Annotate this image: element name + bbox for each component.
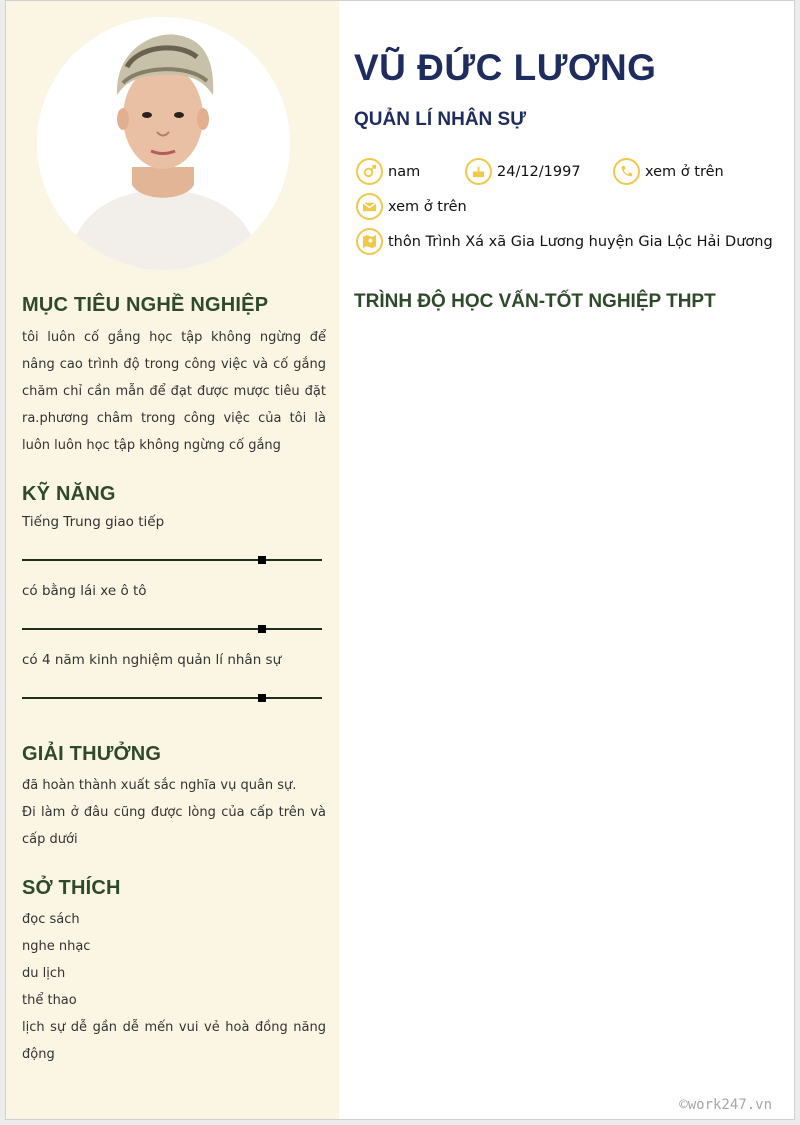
gender-value: nam [388,163,421,180]
phone-icon [613,158,640,185]
objective-text: tôi luôn cố gắng học tập không ngừng để nâng cao trình độ trong công việc và cố gắng chăm chỉ cần mẫn để đạt được mược tiêu đặt ra.phương châm trong công việc của tôi là luôn luôn học tập không ngừng cố gắng [22,330,326,453]
gender-icon [356,158,383,185]
sidebar [6,1,339,1120]
award-item: Đi làm ở đâu cũng được lòng của cấp trên và cấp dưới [22,805,326,847]
skill-level-bar [22,628,322,630]
hobby-item: lịch sự dễ gần dễ mến vui vẻ hoà đồng năng động [22,1020,326,1062]
education-heading: TRÌNH ĐỘ HỌC VẤN-TỐT NGHIỆP THPT [354,291,716,312]
cv-page [5,0,795,1120]
watermark: ©work247.vn [679,1097,772,1113]
avatar [37,17,290,270]
birthday-info [465,158,581,185]
skill-label: có bằng lái xe ô tô [22,583,147,599]
job-title: QUẢN LÍ NHÂN SỰ [354,109,526,130]
phone-value: xem ở trên [645,163,724,180]
phone-info [613,158,724,185]
awards-heading: GIẢI THƯỞNG [22,743,162,765]
hobby-item: đọc sách [22,912,80,927]
main-content [339,1,794,1120]
map-icon [356,228,383,255]
birthday-value: 24/12/1997 [497,163,581,180]
skill-level-marker [258,556,266,564]
skill-label: Tiếng Trung giao tiếp [22,514,165,530]
hobbies-heading: SỞ THÍCH [22,877,121,899]
birthday-cake-icon [465,158,492,185]
skill-level-bar [22,559,322,561]
avatar-photo [37,17,290,270]
skill-level-bar [22,697,322,699]
hobby-item: nghe nhạc [22,939,91,954]
skill-level-marker [258,625,266,633]
hobby-item: du lịch [22,966,66,981]
hobby-item: thể thao [22,993,77,1008]
email-value: xem ở trên [388,198,467,215]
envelope-icon [356,193,383,220]
email-info [356,193,467,220]
candidate-name: VŨ ĐỨC LƯƠNG [354,47,657,88]
address-info [356,228,773,255]
objective-heading: MỤC TIÊU NGHỀ NGHIỆP [22,294,269,316]
skill-level-marker [258,694,266,702]
gender-info [356,158,420,185]
address-value: thôn Trình Xá xã Gia Lương huyện Gia Lộc Hải Dương [388,233,773,250]
skills-heading: KỸ NĂNG [22,483,116,505]
award-item: đã hoàn thành xuất sắc nghĩa vụ quân sự. [22,778,297,793]
skill-label: có 4 năm kinh nghiệm quản lí nhân sự [22,652,282,668]
